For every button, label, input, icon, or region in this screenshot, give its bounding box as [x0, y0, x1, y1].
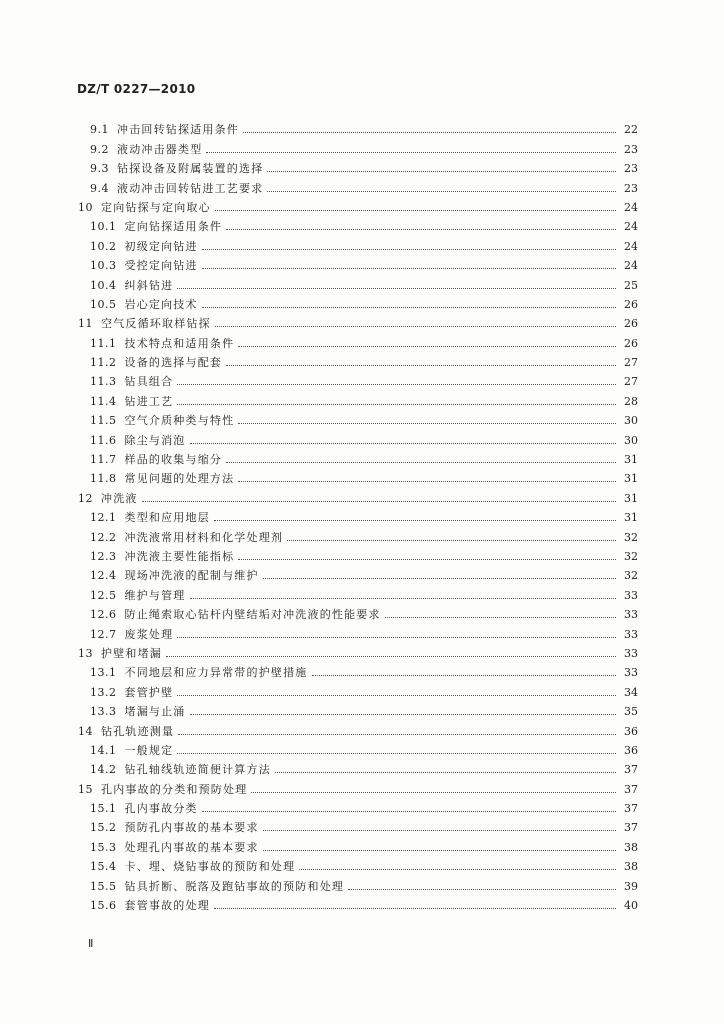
- toc-section-entry[interactable]: [78, 872, 638, 891]
- toc-entry-page: 31: [624, 511, 638, 525]
- toc-entry-number: 15.5: [90, 879, 117, 893]
- toc-entry-number: 10.3: [90, 259, 117, 273]
- toc-section-entry[interactable]: [78, 737, 638, 756]
- toc-chapter-entry[interactable]: [78, 717, 638, 736]
- toc-entry-title: 废浆处理: [124, 627, 174, 641]
- toc-entry-page: 32: [624, 530, 638, 544]
- toc-entry-page: 31: [624, 491, 638, 505]
- toc-entry-number: 12.4: [90, 569, 117, 583]
- toc-entry-page: 38: [624, 860, 638, 874]
- toc-dot-leader: [190, 596, 617, 599]
- toc-section-entry[interactable]: [78, 135, 638, 154]
- toc-dot-leader: [202, 809, 616, 812]
- toc-section-entry[interactable]: [78, 892, 638, 911]
- toc-entry-number: 9.1: [90, 123, 109, 137]
- toc-entry-number: 10.5: [90, 297, 117, 311]
- toc-entry-title: 一般规定: [124, 743, 174, 757]
- toc-entry-page: 39: [624, 879, 638, 893]
- toc-section-entry[interactable]: [78, 504, 638, 523]
- toc-entry-page: 37: [624, 763, 638, 777]
- toc-dot-leader: [226, 227, 616, 230]
- toc-entry-page: 33: [624, 666, 638, 680]
- toc-entry-title: 冲洗液: [101, 491, 138, 505]
- toc-entry-title: 冲洗液主要性能指标: [124, 549, 235, 563]
- toc-entry-page: 33: [624, 608, 638, 622]
- toc-entry-page: 25: [624, 278, 638, 292]
- toc-entry-title: 冲洗液常用材料和化学处理剂: [124, 530, 284, 544]
- toc-section-entry[interactable]: [78, 349, 638, 368]
- toc-entry-title: 空气介质种类与特性: [124, 414, 235, 428]
- toc-entry-number: 12.2: [90, 530, 117, 544]
- toc-entry-number: 12.3: [90, 549, 117, 563]
- toc-dot-leader: [263, 828, 616, 831]
- toc-entry-title: 受控定向钻进: [124, 259, 198, 273]
- toc-entry-number: 11.4: [90, 394, 117, 408]
- toc-section-entry[interactable]: [78, 523, 638, 542]
- toc-entry-title: 堵漏与止涌: [124, 705, 186, 719]
- toc-entry-number: 12.1: [90, 511, 117, 525]
- toc-section-entry[interactable]: [78, 659, 638, 678]
- toc-entry-number: 12.7: [90, 627, 117, 641]
- toc-entry-page: 30: [624, 433, 638, 447]
- toc-entry-title: 液动冲击器类型: [117, 142, 203, 156]
- toc-entry-number: 11.6: [90, 433, 117, 447]
- table-of-contents: [78, 116, 638, 911]
- toc-entry-title: 卡、埋、烧钻事故的预防和处理: [124, 860, 296, 874]
- toc-entry-number: 9.3: [90, 162, 109, 176]
- toc-chapter-entry[interactable]: [78, 775, 638, 794]
- toc-entry-number: 14.1: [90, 743, 117, 757]
- toc-dot-leader: [243, 130, 616, 133]
- toc-entry-page: 24: [624, 220, 638, 234]
- toc-entry-number: 11.8: [90, 472, 117, 486]
- toc-entry-title: 定向钻探与定向取心: [101, 200, 211, 214]
- toc-section-entry[interactable]: [78, 698, 638, 717]
- toc-section-entry[interactable]: [78, 814, 638, 833]
- toc-chapter-entry[interactable]: [78, 484, 638, 503]
- toc-entry-number: 11: [78, 317, 93, 331]
- toc-entry-title: 定向钻探适用条件: [124, 220, 223, 234]
- toc-dot-leader: [275, 770, 616, 773]
- toc-entry-number: 10.2: [90, 239, 117, 253]
- toc-entry-page: 40: [624, 899, 638, 913]
- toc-entry-page: 22: [624, 123, 638, 137]
- toc-entry-title: 初级定向钻进: [124, 239, 198, 253]
- toc-entry-title: 钻探设备及附属装置的选择: [117, 162, 264, 176]
- toc-entry-number: 15.2: [90, 821, 117, 835]
- toc-entry-number: 9.4: [90, 181, 109, 195]
- toc-entry-page: 31: [624, 472, 638, 486]
- toc-entry-title: 钻具折断、脱落及跑钻事故的预防和处理: [124, 879, 345, 893]
- toc-dot-leader: [299, 867, 616, 870]
- toc-entry-page: 32: [624, 569, 638, 583]
- toc-entry-page: 37: [624, 782, 638, 796]
- toc-entry-title: 钻进工艺: [124, 394, 174, 408]
- toc-dot-leader: [385, 615, 616, 618]
- toc-entry-page: 24: [624, 200, 638, 214]
- toc-entry-number: 10: [78, 200, 93, 214]
- toc-dot-leader: [263, 848, 616, 851]
- toc-entry-title: 护壁和堵漏: [101, 646, 162, 660]
- toc-entry-title: 钻孔轴线轨迹简便计算方法: [124, 763, 271, 777]
- toc-dot-leader: [177, 286, 616, 289]
- toc-entry-number: 13: [78, 646, 93, 660]
- toc-section-entry[interactable]: [78, 756, 638, 775]
- toc-dot-leader: [215, 208, 616, 211]
- toc-entry-title: 样品的收集与缩分: [124, 453, 223, 467]
- toc-entry-page: 33: [624, 646, 638, 660]
- toc-section-entry[interactable]: [78, 174, 638, 193]
- toc-entry-number: 13.1: [90, 666, 117, 680]
- toc-dot-leader: [287, 538, 616, 541]
- toc-section-entry[interactable]: [78, 581, 638, 600]
- toc-entry-page: 23: [624, 181, 638, 195]
- toc-entry-page: 26: [624, 317, 638, 331]
- toc-chapter-entry[interactable]: [78, 310, 638, 329]
- toc-entry-page: 33: [624, 588, 638, 602]
- toc-entry-number: 9.2: [90, 142, 109, 156]
- toc-entry-page: 36: [624, 724, 638, 738]
- toc-entry-page: 24: [624, 259, 638, 273]
- toc-dot-leader: [238, 344, 616, 347]
- toc-dot-leader: [238, 557, 616, 560]
- toc-entry-page: 26: [624, 297, 638, 311]
- toc-section-entry[interactable]: [78, 601, 638, 620]
- toc-entry-page: 23: [624, 142, 638, 156]
- toc-section-entry[interactable]: [78, 465, 638, 484]
- toc-dot-leader: [206, 150, 616, 153]
- toc-dot-leader: [190, 441, 617, 444]
- toc-entry-title: 液动冲击回转钻进工艺要求: [117, 181, 264, 195]
- toc-dot-leader: [238, 421, 616, 424]
- toc-entry-title: 常见问题的处理方法: [124, 472, 235, 486]
- toc-entry-page: 30: [624, 414, 638, 428]
- toc-entry-page: 38: [624, 840, 638, 854]
- toc-entry-number: 15.4: [90, 860, 117, 874]
- toc-section-entry[interactable]: [78, 271, 638, 290]
- toc-section-entry[interactable]: [78, 213, 638, 232]
- toc-dot-leader: [267, 169, 616, 172]
- toc-dot-leader: [214, 518, 616, 521]
- toc-section-entry[interactable]: [78, 562, 638, 581]
- toc-dot-leader: [226, 363, 616, 366]
- toc-entry-number: 15: [78, 782, 93, 796]
- toc-entry-title: 维护与管理: [124, 588, 186, 602]
- toc-dot-leader: [177, 693, 616, 696]
- toc-entry-title: 钻具组合: [124, 375, 174, 389]
- toc-dot-leader: [263, 576, 616, 579]
- toc-dot-leader: [177, 402, 616, 405]
- toc-entry-page: 23: [624, 162, 638, 176]
- toc-dot-leader: [202, 247, 616, 250]
- toc-entry-title: 套管事故的处理: [124, 899, 210, 913]
- toc-entry-page: 37: [624, 802, 638, 816]
- toc-entry-title: 不同地层和应力异常带的护壁措施: [124, 666, 308, 680]
- page-number: Ⅱ: [88, 937, 94, 950]
- toc-dot-leader: [166, 654, 616, 657]
- toc-entry-number: 11.2: [90, 356, 117, 370]
- toc-entry-number: 15.6: [90, 899, 117, 913]
- toc-entry-page: 31: [624, 453, 638, 467]
- toc-dot-leader: [226, 460, 616, 463]
- toc-section-entry[interactable]: [78, 387, 638, 406]
- toc-entry-page: 24: [624, 239, 638, 253]
- toc-entry-title: 套管护壁: [124, 685, 174, 699]
- toc-dot-leader: [142, 499, 616, 502]
- toc-entry-title: 岩心定向技术: [124, 297, 198, 311]
- toc-entry-page: 28: [624, 394, 638, 408]
- toc-dot-leader: [177, 751, 616, 754]
- toc-section-entry[interactable]: [78, 232, 638, 251]
- toc-dot-leader: [202, 305, 616, 308]
- toc-entry-title: 技术特点和适用条件: [124, 336, 235, 350]
- toc-entry-page: 35: [624, 705, 638, 719]
- toc-entry-title: 冲击回转钻探适用条件: [117, 123, 239, 137]
- toc-entry-number: 11.7: [90, 453, 117, 467]
- toc-section-entry[interactable]: [78, 620, 638, 639]
- toc-entry-title: 类型和应用地层: [124, 511, 210, 525]
- toc-section-entry[interactable]: [78, 252, 638, 271]
- toc-entry-title: 设备的选择与配套: [124, 356, 223, 370]
- toc-entry-page: 36: [624, 743, 638, 757]
- toc-dot-leader: [348, 887, 616, 890]
- toc-entry-title: 孔内事故分类: [124, 802, 198, 816]
- toc-entry-number: 10.1: [90, 220, 117, 234]
- toc-entry-number: 11.1: [90, 336, 117, 350]
- toc-dot-leader: [214, 906, 616, 909]
- toc-entry-number: 15.1: [90, 802, 117, 816]
- toc-entry-title: 处理孔内事故的基本要求: [124, 840, 259, 854]
- toc-section-entry[interactable]: [78, 853, 638, 872]
- toc-dot-leader: [312, 673, 617, 676]
- toc-section-entry[interactable]: [78, 833, 638, 852]
- toc-entry-number: 11.5: [90, 414, 117, 428]
- toc-dot-leader: [251, 790, 616, 793]
- toc-section-entry[interactable]: [78, 678, 638, 697]
- toc-section-entry[interactable]: [78, 291, 638, 310]
- document-code: DZ/T 0227—2010: [77, 82, 196, 96]
- toc-entry-page: 27: [624, 375, 638, 389]
- toc-entry-number: 12.5: [90, 588, 117, 602]
- toc-section-entry[interactable]: [78, 446, 638, 465]
- toc-section-entry[interactable]: [78, 426, 638, 445]
- toc-dot-leader: [215, 324, 616, 327]
- toc-dot-leader: [190, 712, 617, 715]
- toc-entry-number: 15.3: [90, 840, 117, 854]
- toc-entry-number: 10.4: [90, 278, 117, 292]
- toc-entry-number: 14: [78, 724, 93, 738]
- toc-entry-title: 纠斜钻进: [124, 278, 174, 292]
- toc-entry-title: 钻孔轨迹测量: [101, 724, 175, 738]
- toc-entry-number: 11.3: [90, 375, 117, 389]
- toc-dot-leader: [178, 732, 616, 735]
- toc-chapter-entry[interactable]: [78, 640, 638, 659]
- toc-section-entry[interactable]: [78, 543, 638, 562]
- toc-section-entry[interactable]: [78, 329, 638, 348]
- toc-entry-title: 空气反循环取样钻探: [101, 317, 211, 331]
- toc-entry-page: 26: [624, 336, 638, 350]
- toc-entry-number: 12: [78, 491, 93, 505]
- toc-entry-title: 孔内事故的分类和预防处理: [101, 782, 248, 796]
- toc-section-entry[interactable]: [78, 407, 638, 426]
- toc-entry-number: 12.6: [90, 608, 117, 622]
- toc-entry-page: 34: [624, 685, 638, 699]
- toc-dot-leader: [177, 635, 616, 638]
- toc-section-entry[interactable]: [78, 116, 638, 135]
- toc-entry-title: 现场冲洗液的配制与维护: [124, 569, 259, 583]
- toc-chapter-entry[interactable]: [78, 194, 638, 213]
- toc-entry-page: 33: [624, 627, 638, 641]
- toc-entry-page: 37: [624, 821, 638, 835]
- toc-dot-leader: [202, 266, 616, 269]
- toc-entry-page: 32: [624, 549, 638, 563]
- toc-dot-leader: [177, 382, 616, 385]
- toc-dot-leader: [267, 189, 616, 192]
- toc-entry-title: 除尘与消泡: [124, 433, 186, 447]
- toc-section-entry[interactable]: [78, 155, 638, 174]
- toc-entry-title: 防止绳索取心钻杆内壁结垢对冲洗液的性能要求: [124, 608, 381, 622]
- toc-entry-page: 27: [624, 356, 638, 370]
- toc-section-entry[interactable]: [78, 795, 638, 814]
- toc-entry-number: 13.3: [90, 705, 117, 719]
- toc-entry-number: 14.2: [90, 763, 117, 777]
- toc-entry-number: 13.2: [90, 685, 117, 699]
- toc-entry-title: 预防孔内事故的基本要求: [124, 821, 259, 835]
- toc-section-entry[interactable]: [78, 368, 638, 387]
- toc-dot-leader: [238, 479, 616, 482]
